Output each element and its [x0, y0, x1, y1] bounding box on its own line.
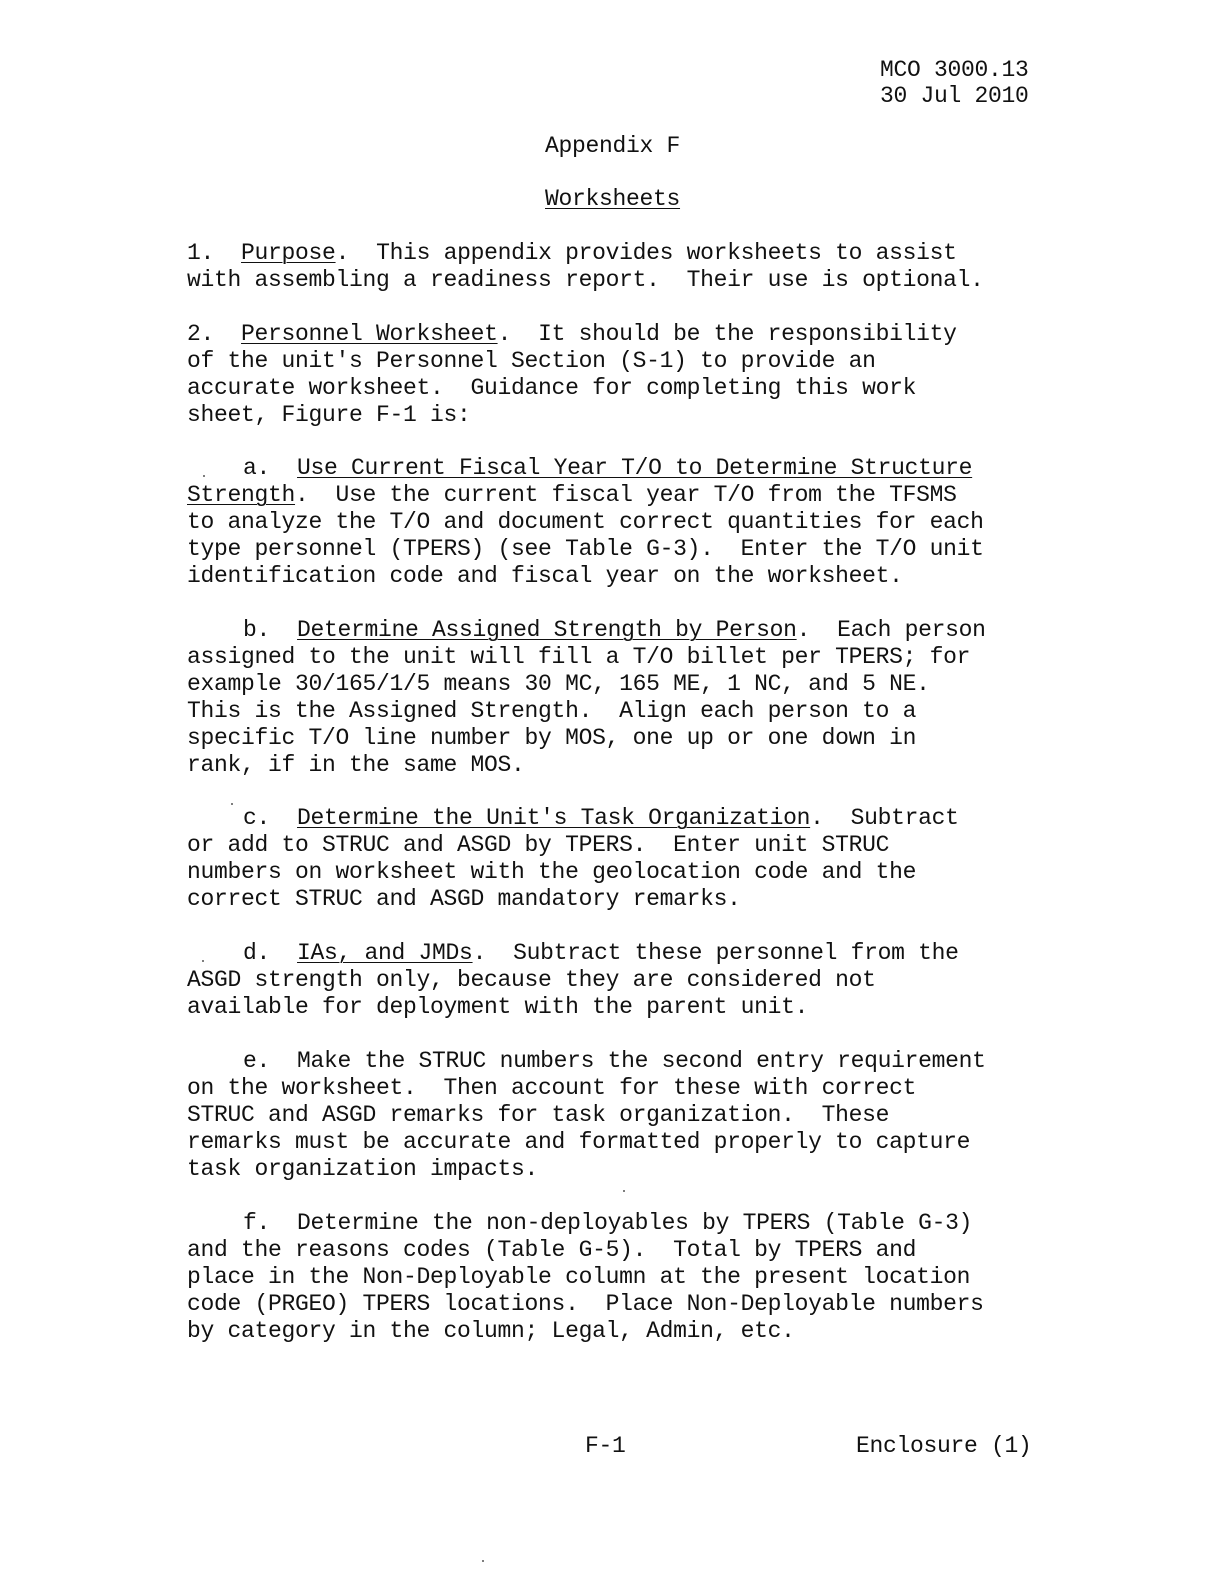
scan-speck	[203, 475, 205, 477]
section-2-line-2: of the unit's Personnel Section (S-1) to provide an	[187, 348, 876, 374]
para-b-line-4: specific T/O line number by MOS, one up or one down in	[187, 725, 917, 751]
para-d-line-2: available for deployment with the parent unit.	[187, 994, 809, 1020]
para-text: Use the current fiscal year T/O from the TFSMS	[335, 482, 957, 508]
para-letter: f.	[243, 1210, 271, 1236]
order-number: MCO 3000.13	[880, 57, 1029, 83]
para-e-line-1: on the worksheet. Then account for these with correct	[187, 1075, 917, 1101]
para-f-line-0	[243, 1210, 972, 1237]
section-2-line-4: sheet, Figure F-1 is:	[187, 402, 471, 428]
para-e-line-0	[243, 1048, 986, 1075]
para-d-line-0: d. IAs, and JMDs. Subtract these personnel from the	[243, 940, 959, 966]
section-number: 1.	[187, 240, 215, 266]
para-letter: d.	[243, 940, 271, 966]
para-b-line-0: b. Determine Assigned Strength by Person. Each person	[243, 617, 986, 643]
para-e-line-4: task organization impacts.	[187, 1156, 539, 1182]
para-letter: e.	[243, 1048, 271, 1074]
para-letter: c.	[243, 805, 271, 831]
para-b-line-1: assigned to the unit will fill a T/O billet per TPERS; for	[187, 644, 971, 670]
para-b-line-3: This is the Assigned Strength. Align each person to a	[187, 698, 917, 724]
scan-speck	[482, 1560, 484, 1562]
para-heading: IAs, and JMDs	[297, 940, 473, 966]
para-text: Make the STRUC numbers the second entry requirement	[297, 1048, 986, 1074]
para-text: Each person	[837, 617, 986, 643]
scan-speck	[202, 960, 204, 962]
para-a-line-1: Strength. Use the current fiscal year T/O from the TFSMS	[187, 482, 957, 508]
appendix-title: Worksheets	[545, 186, 681, 212]
section-text: This appendix provides worksheets to assist	[376, 240, 957, 266]
scan-speck	[623, 1190, 625, 1192]
section-number: 2.	[187, 321, 215, 347]
para-heading: Determine the Unit's Task Organization	[297, 805, 811, 831]
para-c-line-2: numbers on worksheet with the geolocation code and the	[187, 859, 917, 885]
page-number: F-1	[585, 1433, 626, 1459]
para-heading-cont: Strength	[187, 482, 296, 508]
para-text: Determine the non-deployables by TPERS (Table G-3)	[297, 1210, 973, 1236]
para-heading: Determine Assigned Strength by Person	[297, 617, 797, 643]
para-letter: a.	[243, 455, 271, 481]
section-heading: Personnel Worksheet	[241, 321, 498, 347]
para-c-line-0: c. Determine the Unit's Task Organization. Subtract	[243, 805, 959, 831]
section-2-line-1: 2. Personnel Worksheet. It should be the responsibility	[187, 321, 957, 347]
para-e-line-2: STRUC and ASGD remarks for task organization. These	[187, 1102, 890, 1128]
para-e-line-3: remarks must be accurate and formatted properly to capture	[187, 1129, 971, 1155]
para-a-line-3: type personnel (TPERS) (see Table G-3). Enter the T/O unit	[187, 536, 984, 562]
para-a-line-0	[243, 455, 972, 482]
para-f-line-3: code (PRGEO) TPERS locations. Place Non-Deployable numbers	[187, 1291, 984, 1317]
para-text: Subtract these personnel from the	[513, 940, 959, 966]
section-2-line-3: accurate worksheet. Guidance for completing this work	[187, 375, 917, 401]
para-d-line-1: ASGD strength only, because they are considered not	[187, 967, 876, 993]
para-letter: b.	[243, 617, 271, 643]
section-heading: Purpose	[241, 240, 336, 266]
para-c-line-3: correct STRUC and ASGD mandatory remarks.	[187, 886, 741, 912]
para-text: Subtract	[850, 805, 959, 831]
scan-speck	[231, 803, 233, 805]
para-heading: Use Current Fiscal Year T/O to Determine Structure	[297, 455, 973, 481]
section-1-line-2: with assembling a readiness report. Their use is optional.	[187, 267, 984, 293]
para-a-line-2: to analyze the T/O and document correct quantities for each	[187, 509, 984, 535]
para-c-line-1: or add to STRUC and ASGD by TPERS. Enter unit STRUC	[187, 832, 890, 858]
enclosure-label: Enclosure (1)	[856, 1433, 1032, 1459]
para-f-line-2: place in the Non-Deployable column at the present location	[187, 1264, 971, 1290]
para-f-line-4: by category in the column; Legal, Admin, etc.	[187, 1318, 795, 1344]
para-b-line-2: example 30/165/1/5 means 30 MC, 165 ME, 1 NC, and 5 NE.	[187, 671, 930, 697]
appendix-label: Appendix F	[545, 133, 681, 159]
para-b-line-5: rank, if in the same MOS.	[187, 752, 525, 778]
para-a-line-4: identification code and fiscal year on the worksheet.	[187, 563, 903, 589]
section-1-line-1: 1. Purpose. This appendix provides worksheets to assist	[187, 240, 957, 266]
para-f-line-1: and the reasons codes (Table G-5). Total by TPERS and	[187, 1237, 917, 1263]
section-text: It should be the responsibility	[538, 321, 957, 347]
order-date: 30 Jul 2010	[880, 83, 1029, 109]
